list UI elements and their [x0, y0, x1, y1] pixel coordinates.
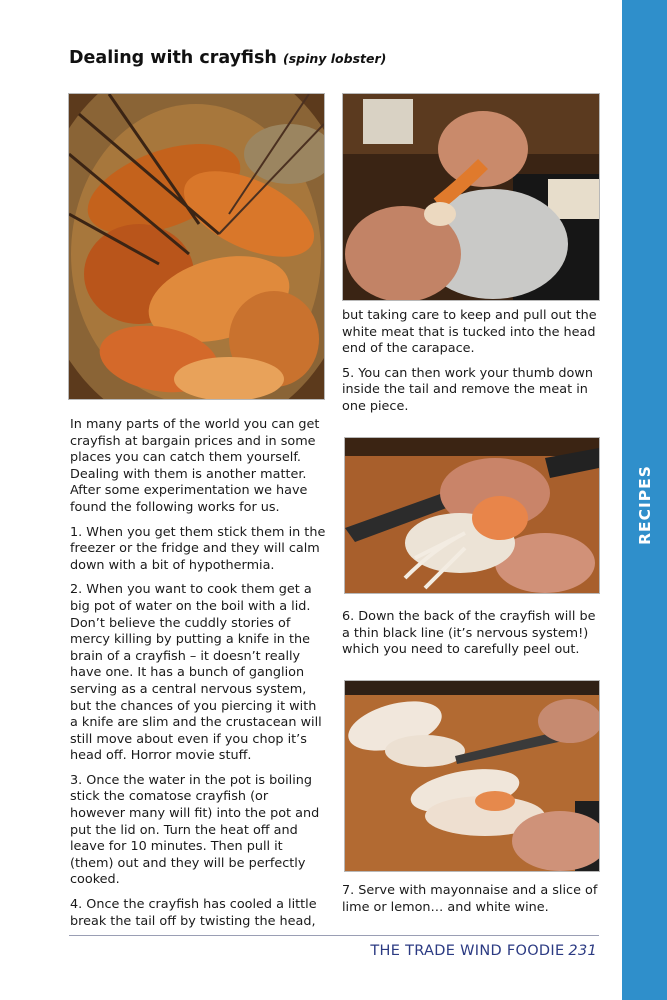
step5-text: 5. You can then work your thumb down inside the tail and remove the meat in one piece. [342, 365, 593, 414]
step4-continued: but taking care to keep and pull out the white meat that is tucked into the head end of the carapace. [342, 308, 597, 357]
right-column-text-a [342, 308, 604, 416]
footer-book-title: THE TRADE WIND FOODIE [370, 943, 565, 959]
page-footer [370, 943, 597, 959]
step7-text: 7. Serve with mayonnaise and a slice of lime or lemon… and white wine. [342, 883, 598, 915]
page-number: 231 [568, 943, 597, 959]
section-tab-label-box [622, 430, 667, 580]
intro-paragraph: In many parts of the world you can get crayfish at bargain prices and in some places you can catch them yourself. Dealing with them is another matter. After some experimentation we have found the following works for us. [70, 417, 320, 515]
photo-peeling-vein [344, 680, 600, 872]
footer-divider [69, 935, 599, 936]
step1-text: 1. When you get them stick them in the freezer or the fridge and they will calm down with a bit of hypothermia. [70, 524, 326, 573]
step2-text: 2. When you want to cook them get a big pot of water on the boil with a lid. Don’t believe the cuddly stories of mercy killing by putting a knife in the brain of a crayfish – it doesn’t really have one. It has a bunch of ganglion serving as a central nervous system, but the chances of you piercing it with a knife are slim and the crustacean will still move about even if you chop it’s head off. Horror movie stuff. [70, 582, 322, 764]
photo-crayfish-in-pot [68, 93, 325, 400]
page-title [69, 48, 386, 68]
right-column-text-b [342, 609, 604, 659]
step4-text: 4. Once the crayfish has cooled a little break the tail off by twisting the head, [70, 897, 317, 929]
photo-removing-tail-meat [344, 437, 600, 594]
title-main: Dealing with crayfish [69, 48, 277, 68]
right-column-text-c [342, 883, 604, 916]
photo-pulling-tail [342, 93, 600, 301]
title-subtitle: (spiny lobster) [282, 51, 387, 66]
section-tab-label: RECIPES [635, 465, 654, 545]
step6-text: 6. Down the back of the crayfish will be a thin black line (it’s nervous system!) which you need to carefully peel out. [342, 609, 596, 658]
left-column-text [70, 417, 326, 930]
step3-text: 3. Once the water in the pot is boiling stick the comatose crayfish (or however many will fit) into the pot and put the lid on. Turn the heat off and leave for 10 minutes. Then pull it (them) out and they will be perfectly cooked. [70, 772, 320, 888]
